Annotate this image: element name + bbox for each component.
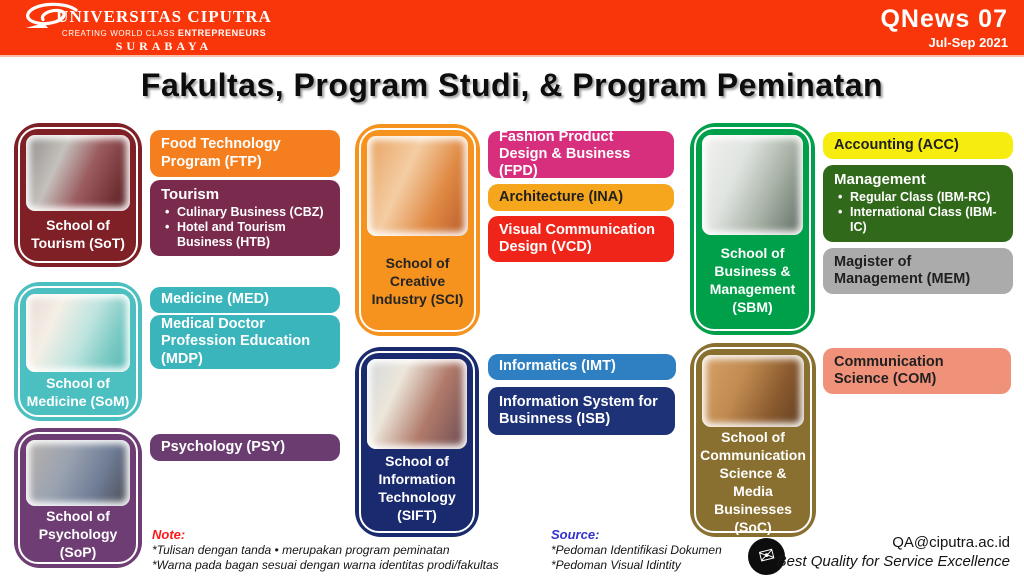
creative-industry-photo (367, 136, 468, 236)
management-group-item: • Regular Class (IBM-RC) (834, 190, 1002, 205)
medicine-photo (26, 294, 130, 372)
management-group-title: Management (834, 171, 926, 188)
issue-name: QNews 07 (880, 5, 1008, 33)
school-card-communication (690, 343, 816, 537)
school-name-tourism: School of Tourism (SoT) (31, 217, 125, 251)
source-line: *Pedoman Identifikasi Dokumen (551, 543, 722, 558)
issue-block (880, 5, 1008, 50)
business-management-photo (702, 135, 803, 235)
contact-email-link[interactable]: QA@ciputra.ac.id (892, 534, 1010, 551)
school-name-business-management: School of Business & Management (SBM) (709, 245, 796, 315)
school-card-information-technology (355, 347, 479, 537)
information-technology-photo (367, 359, 467, 449)
note-block (152, 528, 499, 572)
program-chip-isb: Information System for Businness (ISB) (488, 387, 675, 435)
program-chip-imt: Informatics (IMT) (488, 354, 676, 380)
source-line: *Pedoman Visual Idintity (551, 557, 681, 572)
school-card-tourism (14, 123, 142, 267)
program-chip-med: Medicine (MED) (150, 287, 340, 313)
program-chip-com: Communication Science (COM) (823, 348, 1011, 394)
program-chip-tourism-group (150, 180, 340, 256)
header-bar (0, 0, 1024, 57)
communication-photo (702, 355, 804, 427)
university-name: UNIVERSITAS CIPUTRA (56, 7, 272, 26)
school-name-psychology: School of Psychology (SoP) (38, 508, 118, 560)
program-chip-fpd: Fashion Product Design & Business (FPD) (488, 131, 674, 178)
tourism-group-title: Tourism (161, 186, 220, 203)
school-name-medicine: School of Medicine (SoM) (26, 374, 130, 409)
university-city: SURABAYA (115, 39, 213, 53)
quality-tagline: Best Quality for Service Excellence (776, 553, 1010, 570)
psychology-photo (26, 440, 130, 506)
school-name-information-technology: School of Information Technology (SIFT) (378, 453, 456, 523)
tourism-photo (26, 135, 130, 211)
page-title: Fakultas, Program Studi, & Program Peminatan (140, 67, 884, 103)
management-group-item: • International Class (IBM-IC) (834, 205, 1002, 235)
program-chip-mdp: Medical Doctor Profession Education (MDP) (150, 315, 340, 369)
note-line: *Warna pada bagan sesuai dengan warna identitas prodi/fakultas (152, 557, 499, 572)
program-chip-ina: Architecture (INA) (488, 184, 674, 211)
school-card-business-management (690, 123, 815, 335)
school-card-psychology (14, 428, 142, 568)
program-chip-psy: Psychology (PSY) (150, 434, 340, 461)
school-card-creative-industry (355, 124, 480, 336)
program-chip-vcd: Visual Communication Design (VCD) (488, 216, 674, 262)
source-block (551, 528, 722, 572)
envelope-icon: ✉ (756, 544, 777, 569)
university-logo-block (46, 7, 282, 54)
tourism-group-item: • Hotel and Tourism Business (HTB) (161, 220, 329, 250)
program-chip-acc: Accounting (ACC) (823, 132, 1013, 159)
school-name-communication: School of Communication Science & Media Businesses (SoC) (700, 429, 806, 535)
tagline-bold: ENTREPRENEURS (177, 28, 267, 38)
tagline-prefix: CREATING WORLD CLASS (61, 29, 176, 38)
note-line: *Tulisan dengan tanda • merupakan program peminatan (152, 543, 450, 558)
school-name-creative-industry: School of Creative Industry (SCI) (371, 255, 464, 307)
program-chip-management-group (823, 165, 1013, 242)
university-tagline (46, 28, 282, 38)
source-heading: Source: (551, 527, 600, 542)
issue-period: Jul-Sep 2021 (928, 35, 1008, 50)
school-card-medicine (14, 282, 142, 421)
program-chip-ftp: Food Technology Program (FTP) (150, 130, 340, 177)
note-heading: Note: (152, 527, 186, 542)
program-chip-mem: Magister of Management (MEM) (823, 248, 1013, 294)
tourism-group-item: • Culinary Business (CBZ) (161, 205, 329, 220)
